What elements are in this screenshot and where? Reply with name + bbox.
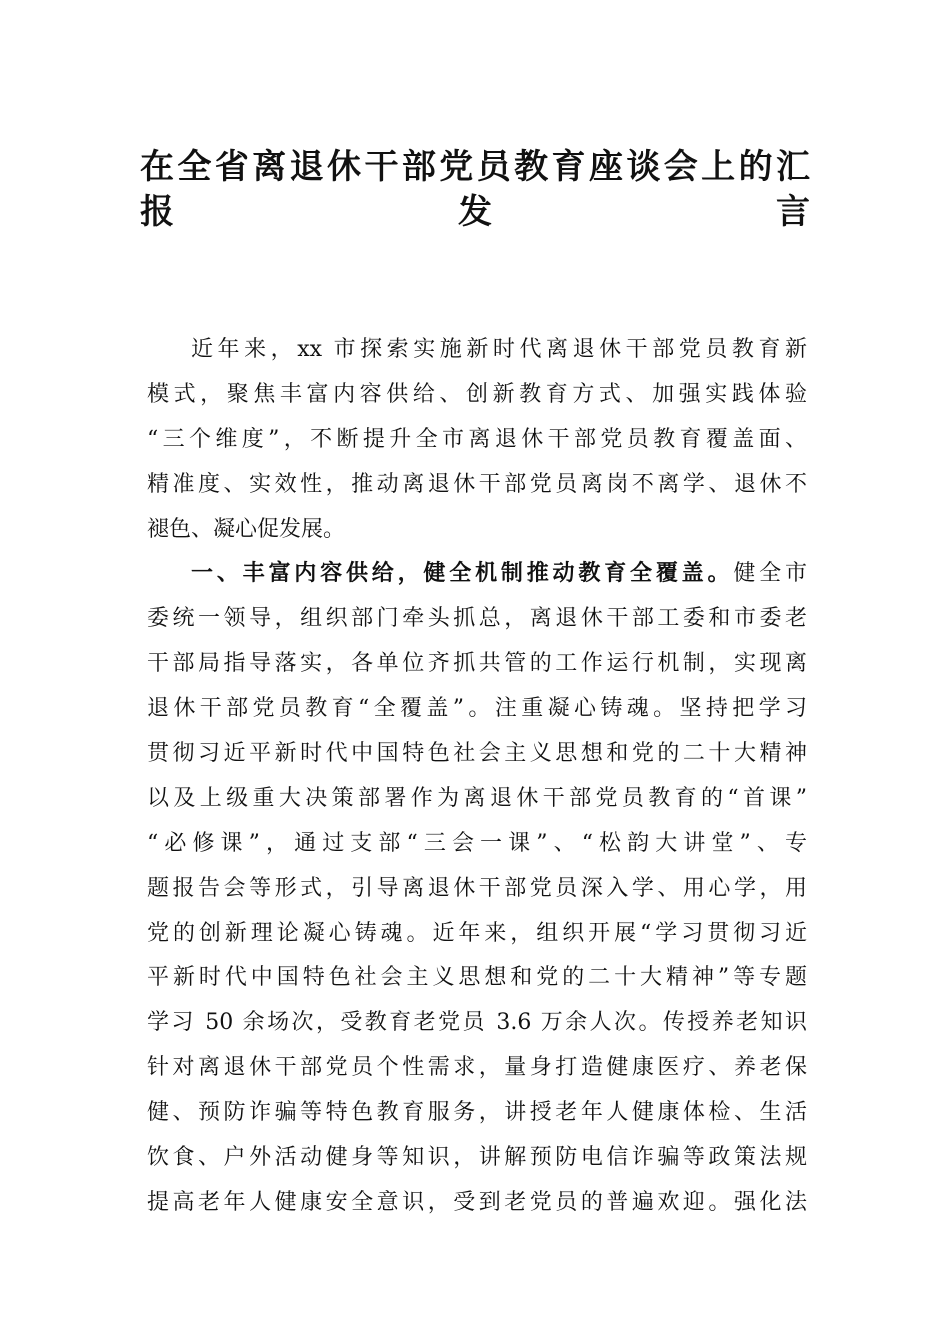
title-line-2: 报发言 [140,191,810,232]
intro-line: 模式，聚焦丰富内容供给、创新教育方式、加强实践体验 [147,381,807,407]
section1-line: 退休干部党员教育“全覆盖”。注重凝心铸魂。坚持把学习 [147,696,807,722]
section1-line: 党的创新理论凝心铸魂。近年来，组织开展“学习贯彻习近 [147,920,807,946]
document-body [147,328,807,1226]
section1-line: 饮食、户外活动健身等知识，讲解预防电信诈骗等政策法规 [147,1145,807,1171]
section1-first-line [147,552,807,597]
section1-line: 提高老年人健康安全意识，受到老党员的普遍欢迎。强化法 [147,1189,807,1215]
section1-line: 题报告会等形式，引导离退休干部党员深入学、用心学，用 [147,875,807,901]
section1-line: 干部局指导落实，各单位齐抓共管的工作运行机制，实现离 [147,651,807,677]
section1-heading: 一、丰富内容供给，健全机制推动教育全覆盖。 [191,561,734,587]
intro-line: 精准度、实效性，推动离退休干部党员离岗不离学、退休不 [147,471,807,497]
section1-line: 健、预防诈骗等特色教育服务，讲授老年人健康体检、生活 [147,1100,807,1126]
section1-line: 针对离退休干部党员个性需求，量身打造健康医疗、养老保 [147,1055,807,1081]
section1-line: 学习 50 余场次，受教育老党员 3.6 万余人次。传授养老知识 [147,1010,807,1036]
intro-line: 褪色、凝心促发展。 [147,516,346,542]
intro-line: 近年来，xx 市探索实施新时代离退休干部党员教育新 [191,337,807,362]
section1-line: 贯彻习近平新时代中国特色社会主义思想和党的二十大精神 [147,741,807,767]
intro-line: “三个维度”，不断提升全市离退休干部党员教育覆盖面、 [147,426,807,452]
document-title [140,138,810,232]
section1-line: “必修课”，通过支部“三会一课”、“松韵大讲堂”、专 [147,830,807,856]
section1-line: 委统一领导，组织部门牵头抓总，离退休干部工委和市委老 [147,606,807,632]
section1-line: 平新时代中国特色社会主义思想和党的二十大精神”等专题 [147,965,807,991]
section1-first-tail: 健全市 [733,561,807,587]
section1-line: 以及上级重大决策部署作为离退休干部党员教育的“首课” [147,785,807,811]
title-line-1: 在全省离退休干部党员教育座谈会上的汇 [140,147,810,187]
